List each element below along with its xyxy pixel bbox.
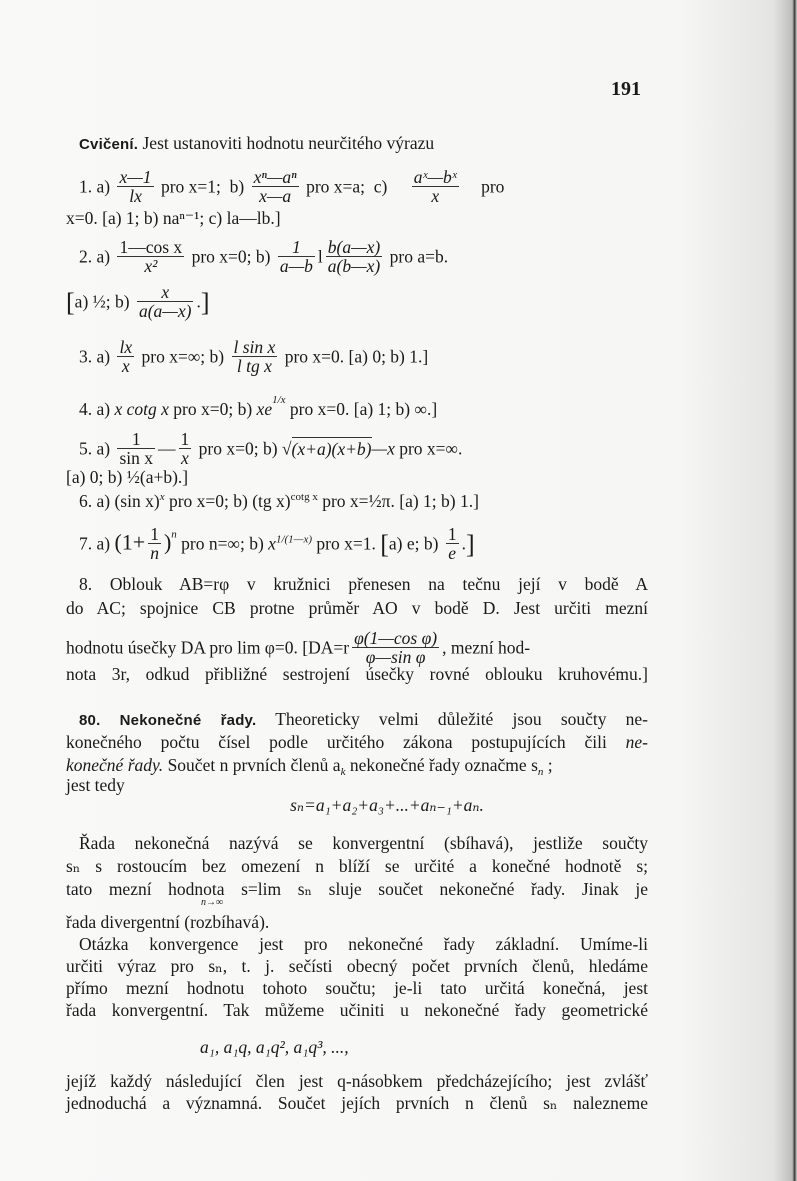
item-number: 5. (79, 438, 93, 459)
text: , mezní hod- (442, 637, 531, 658)
italic-term: konečné řady. (66, 755, 164, 775)
text: nekonečné řady označme s (349, 755, 538, 775)
condition: pro (481, 176, 505, 197)
denominator: sin x (119, 448, 154, 468)
answer-text: a) ½; b) (74, 291, 130, 312)
condition: pro x=0; (198, 438, 259, 459)
text: Theoreticky velmi důležité jsou součty ne- (275, 709, 649, 729)
fraction (352, 629, 439, 666)
denominator: x (431, 186, 440, 206)
paragraph-4-line-2: jednoduchá a významná. Součet jejích prvních n členů sₙ nalezneme (66, 1093, 648, 1113)
section-80-line-2 (66, 731, 648, 753)
item-number: 7. (79, 533, 93, 554)
condition: pro x=a; (306, 176, 366, 197)
exercise-5-answer: [a) 0; b) ½(a+b).] (66, 467, 189, 487)
exponent: 1/(1—x) (275, 533, 312, 546)
geometric-series: a₁, a₁q, a₁q², a₁q³, ..., (200, 1037, 349, 1057)
condition: pro x=½π. (322, 491, 395, 511)
fraction (117, 430, 155, 467)
numerator: x (137, 283, 193, 302)
fraction (179, 430, 192, 467)
paragraph-3-line-2: určiti výraz pro sₙ, t. j. sečísti obecný počet prvních členů, hledáme (66, 956, 648, 976)
numerator: aˣ—bˣ (413, 167, 457, 187)
paragraph-3-line-1: Otázka konvergence jest pro nekonečné řady základní. Umíme-li (79, 934, 648, 954)
answer: [a) 1; b) ∞.] (353, 399, 438, 419)
intro-text: Jest ustanoviti hodnotu neurčitého výrazu (142, 133, 435, 153)
exercise-2-answer: [a) ½; b) $\frac{x}{a(a—x)}$ .] (66, 282, 210, 321)
expression: x (268, 533, 276, 554)
numerator: b(a—x) (327, 237, 381, 257)
exercise-3: 3. a) $\frac{lx}{x}$ pro x=∞; b) $\frac{\text{l sin x}}{\text{l tg x}}$ pro x=0. [a) 0; b) 1.] (79, 337, 429, 376)
exponent: 1/x (272, 394, 286, 406)
denominator: n (150, 543, 159, 563)
paragraph-2-line-2: sₙ s rostoucím bez omezení n blíží se určité a konečné hodnotě s; (66, 856, 648, 876)
fraction (252, 168, 299, 205)
denominator: x (121, 356, 130, 376)
item-number: 3. (79, 346, 93, 367)
denominator: l tg x (236, 356, 272, 376)
section-80-line-4: jest tedy (66, 775, 125, 795)
exercises-intro (79, 132, 434, 156)
denominator: e (448, 543, 457, 563)
paren-close: ) (163, 529, 172, 555)
item-number: 2. (79, 246, 93, 267)
exercise-8-line-2: do AC; spojnice CB protne průměr AO v bodě D. Jest určiti mezní (66, 598, 648, 618)
text: hodnotu úsečky DA pro lim φ=0. [DA=r (66, 637, 350, 658)
item-number: 4. (79, 399, 93, 419)
denominator: a(a—x) (138, 301, 192, 321)
numerator: x—1 (119, 167, 152, 187)
exercise-5: 5. a) $\frac{1}{\text{sin x}}$ — $\frac{1}{x}$ pro x=0; b) √(x+a)(x+b)—x pro x=∞. (79, 429, 463, 468)
condition: pro a=b. (389, 246, 449, 267)
section-title: Nekonečné řady. (119, 712, 257, 729)
condition: pro x=∞. (399, 438, 463, 459)
numerator: xⁿ—aⁿ (253, 167, 297, 187)
numerator: l sin x (233, 337, 276, 357)
exercise-1-answer: x=0. [a) 1; b) naⁿ⁻¹; c) la—lb.] (66, 208, 281, 228)
expression: xe (256, 399, 273, 419)
denominator: x (181, 448, 189, 468)
expression-tail: —x (371, 438, 395, 459)
fraction (117, 338, 134, 375)
denominator: a—b (279, 256, 313, 276)
fraction (412, 168, 459, 205)
exercises-heading: Cvičení. (79, 136, 139, 153)
section-number: 80. (79, 712, 101, 729)
exercise-7: 7. a) (1+ $\frac{1}{n}$ )$^n$ pro n=∞; b) $x^{1/(1—x)}$ pro x=1. [a) e; b) $\frac{1}{e}$ .] (79, 524, 475, 563)
page-number: 191 (611, 78, 641, 100)
exponent: x (159, 491, 165, 503)
item-number: 1. (79, 176, 93, 197)
section-80-line-3: konečné řady. Součet n prvních členů $a_k$ nekonečné řady označme $s_n$ ; (66, 755, 553, 778)
fraction (117, 238, 184, 275)
denominator: lx (129, 186, 142, 206)
answer-suffix: . (461, 533, 466, 554)
item-number: 6. (79, 491, 93, 511)
condition: pro x=0. (289, 399, 350, 419)
expression: (sin x) (114, 491, 160, 511)
answer: [a) 1; b) 1.] (399, 491, 479, 511)
log-symbol: l (317, 246, 323, 267)
expression: (tg x) (252, 491, 291, 511)
fraction (148, 525, 161, 562)
paragraph-2-line-4: řada divergentní (rozbíhavá). (66, 912, 270, 932)
sqrt-expression: (x+a)(x+b) (291, 438, 372, 459)
answer-suffix: . (196, 291, 201, 312)
exercise-1: 1. a) $\frac{x—1}{lx}$ pro x=1; b) $\frac{\text{xⁿ—aⁿ}}{x—a}$ pro x=a; c) $\frac{\text{aˣ—bˣ}}{x}$ pro (79, 167, 505, 206)
exercise-2: 2. a) $\frac{\text{1—cos x}}{\text{x²}}$ pro x=0; b) $\frac{1}{a—b}$ l $\frac{b(a—x)}{a(b—x)}$ pro a=b. (79, 237, 449, 276)
condition: pro x=∞; (141, 346, 206, 367)
text: Součet n prvních členů a (167, 755, 341, 775)
numerator: 1 (117, 430, 155, 449)
exercise-4: 4. a) x cotg x pro x=0; b) $xe^{1/x}$ pro x=0. [a) 1; b) ∞.] (79, 394, 438, 419)
numerator: lx (119, 337, 133, 357)
fraction (446, 525, 459, 562)
fraction (278, 238, 315, 275)
text: konečného počtu čísel podle určitého zákona postupujících čili (66, 732, 626, 752)
section-80-line-1 (79, 708, 648, 732)
fraction (137, 283, 193, 320)
fraction (326, 238, 382, 275)
condition: pro n=∞; (181, 533, 245, 554)
answer: [a) 0; b) 1.] (348, 346, 429, 367)
series-equation: sₙ=a₁+a₂+a₃+...+aₙ₋₁+aₙ. (290, 795, 484, 815)
lim-subscript: n→∞ (201, 897, 224, 908)
exponent: cotg x (290, 491, 318, 503)
denominator: a(b—x) (327, 256, 381, 276)
exercise-6: 6. a) (sin x)$^x$ pro x=0; b) (tg x)$^{cotg x}$ pro x=½π. [a) 1; b) 1.] (79, 491, 479, 511)
numerator: 1—cos x (119, 237, 183, 257)
denominator: φ—sin φ (365, 647, 426, 667)
condition: pro x=0; (168, 491, 229, 511)
condition: pro x=1. (316, 533, 376, 554)
numerator: 1 (447, 524, 457, 544)
condition: pro x=0; (173, 399, 234, 419)
numerator: 1 (278, 238, 315, 257)
fraction (117, 168, 153, 205)
paragraph-2-line-3: tato mezní hodnota s=lim sₙ sluje součet nekonečné řady. Jinak je (66, 879, 648, 899)
exercise-8-line-1: 8. Oblouk AB=rφ v kružnici přenesen na tečnu její v bodě A (79, 574, 648, 594)
expression: x cotg x (114, 399, 169, 419)
condition: pro x=0. (284, 346, 345, 367)
exercise-8-line-4: nota 3r, odkud přibližné sestrojení úsečky rovné oblouku kruhovému.] (66, 664, 648, 684)
paragraph-4-line-1: jejíž každý následující člen jest q-násobkem předcházejícího; jest zvlášť (66, 1071, 648, 1091)
paragraph-3-line-3: přímo mezní hodnotu tohoto součtu; je-li tato určitá konečná, jest (66, 978, 648, 998)
denominator: x² (144, 256, 158, 276)
answer-text: a) e; b) (388, 533, 439, 554)
condition: pro x=1; (160, 176, 221, 197)
paragraph-2-line-1: Řada nekonečná nazývá se konvergentní (sbíhavá), jestliže součty (79, 833, 648, 853)
fraction (232, 338, 278, 375)
numerator: φ(1—cos φ) (354, 628, 438, 648)
paragraph-3-line-4: řada konvergentní. Tak můžeme učiniti u nekonečné řady geometrické (66, 1000, 648, 1020)
numerator: 1 (180, 429, 190, 449)
numerator: 1 (150, 524, 159, 544)
paren-open: (1+ (114, 529, 146, 555)
condition: pro x=0; (191, 246, 252, 267)
exponent: n (171, 528, 177, 541)
denominator: x—a (259, 186, 292, 206)
italic-term: ne- (625, 732, 648, 752)
